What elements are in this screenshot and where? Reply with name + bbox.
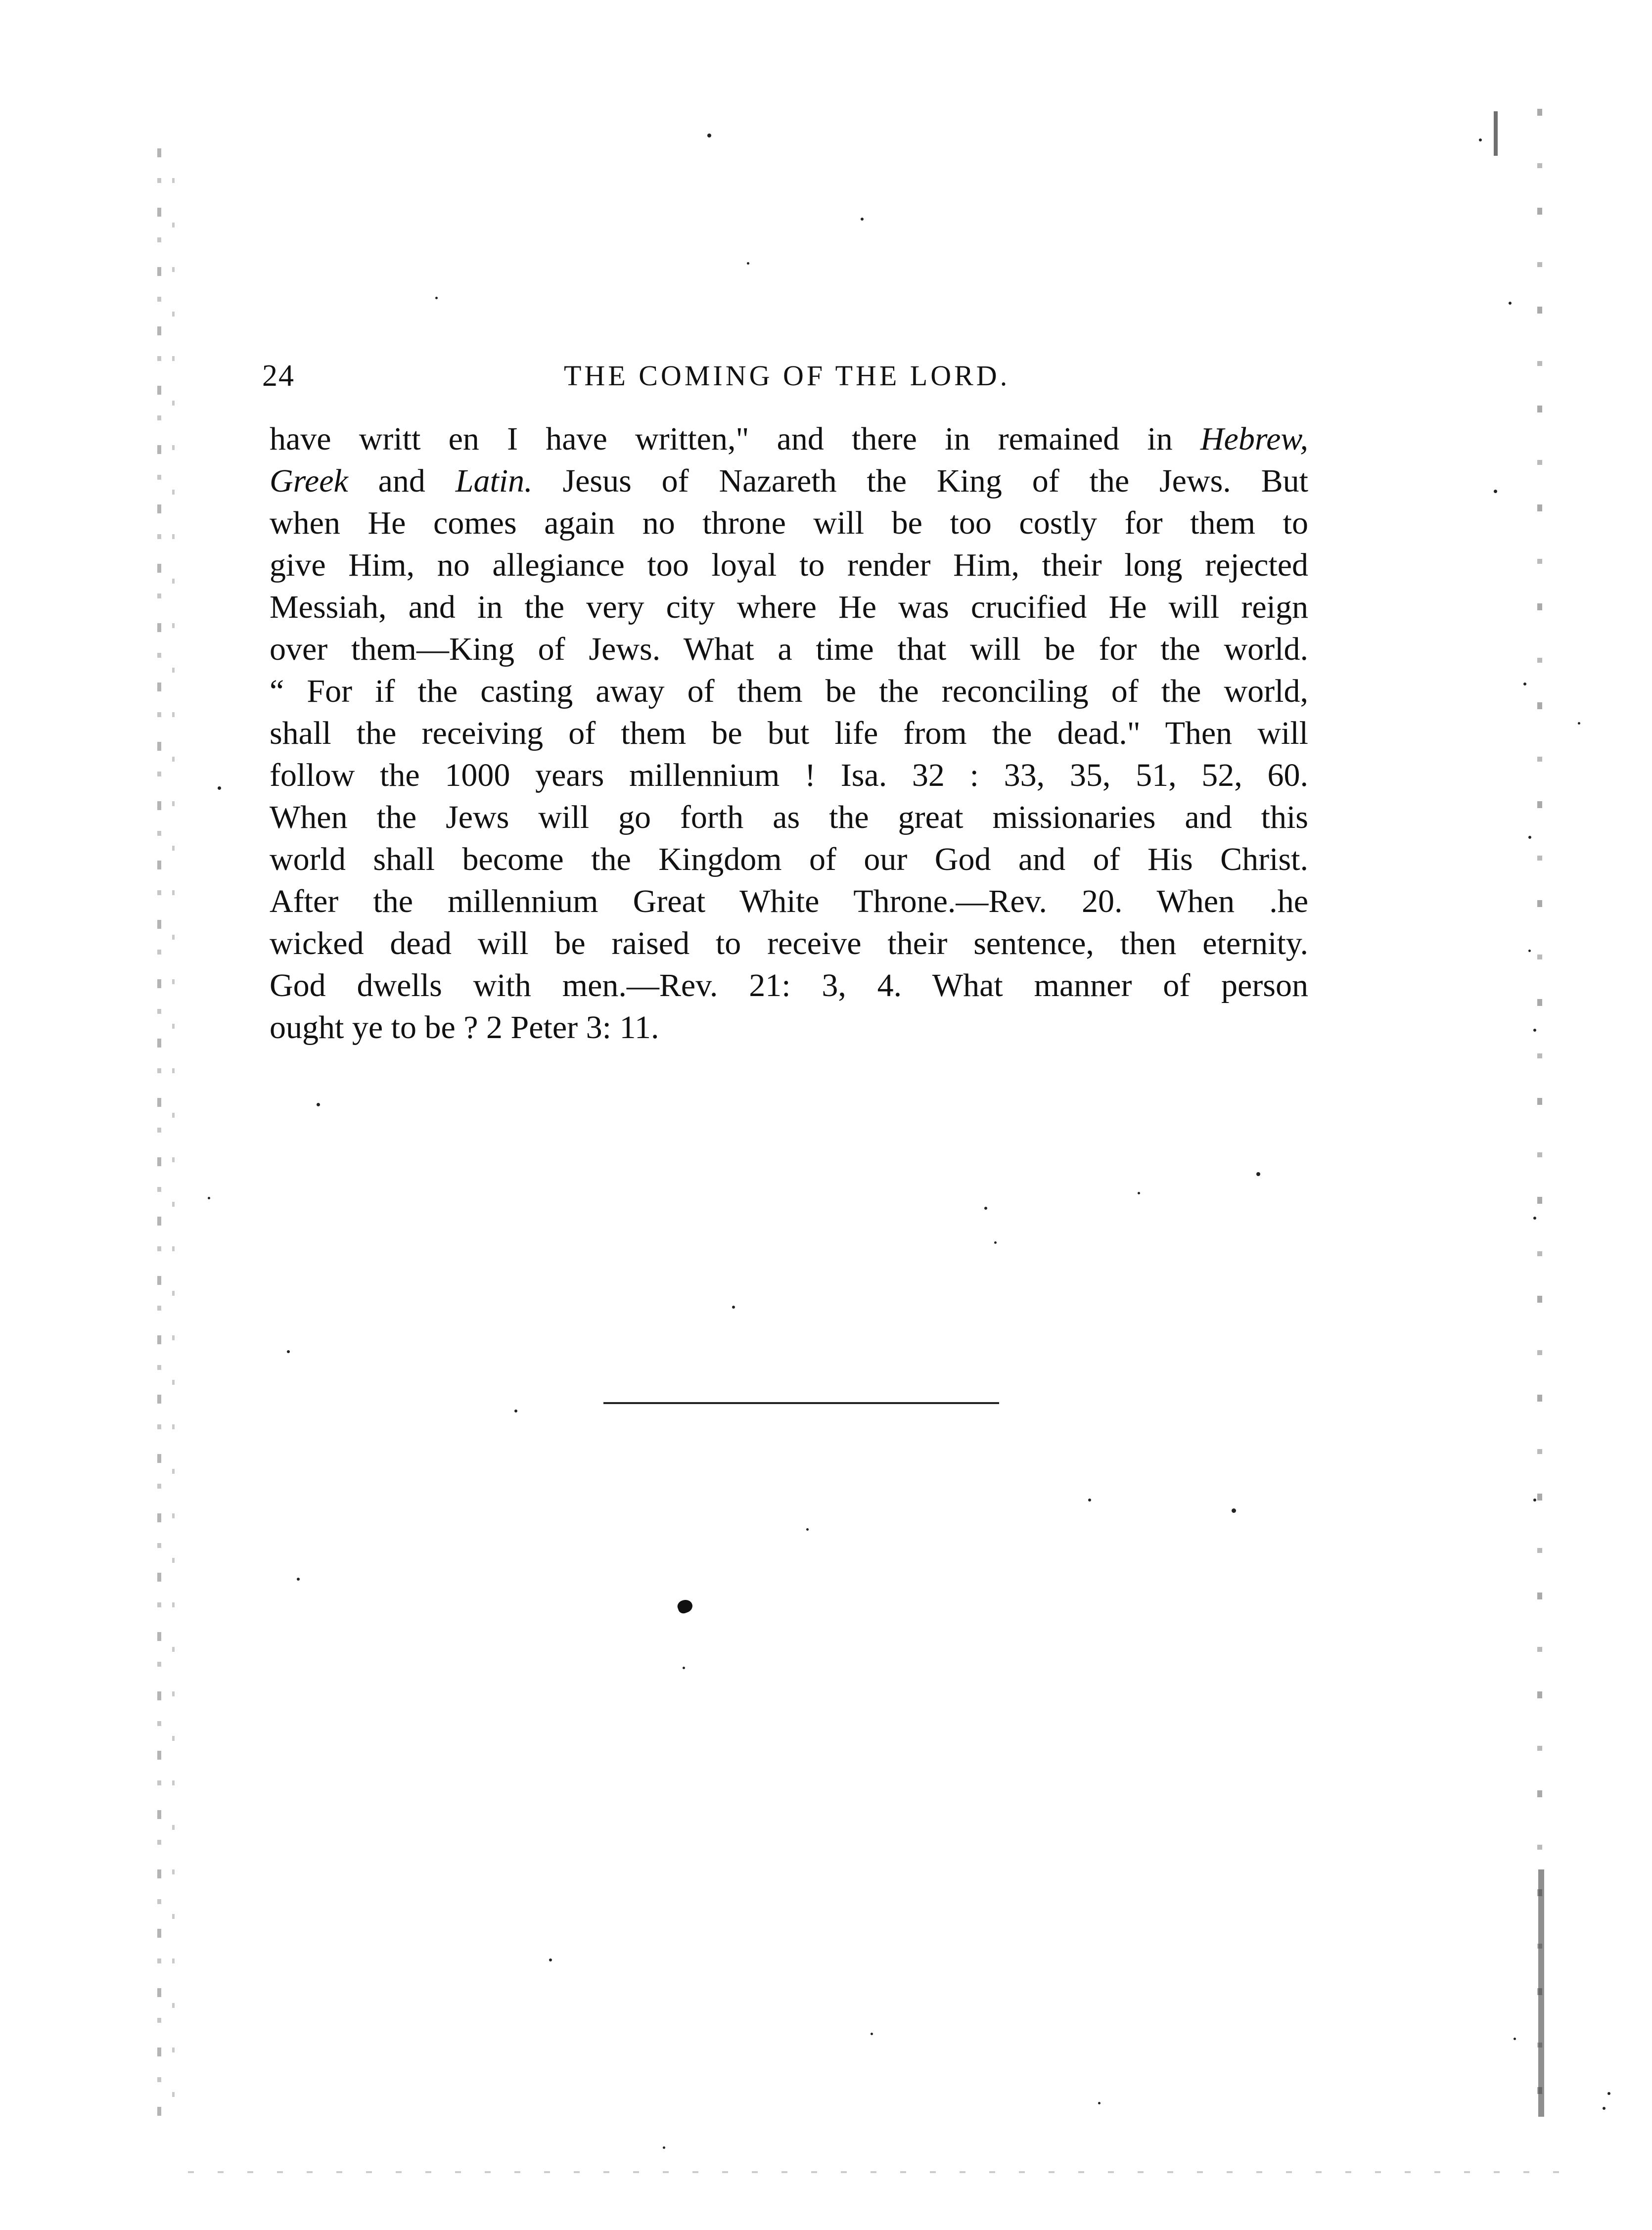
scan-speck xyxy=(1578,722,1580,725)
text-line xyxy=(270,418,1308,460)
scan-speck xyxy=(1098,2102,1101,2104)
scan-speck xyxy=(1256,1172,1260,1176)
italic-text: Greek xyxy=(270,463,348,499)
scan-edge-bottom xyxy=(188,2171,1573,2173)
text-line xyxy=(270,796,1308,838)
scan-speck xyxy=(1514,2038,1516,2040)
scan-edge-right xyxy=(1537,109,1542,2127)
text-run: have writt en I have written," and there in remained in xyxy=(270,421,1200,457)
scan-speck xyxy=(994,1241,997,1244)
text-line xyxy=(270,922,1308,964)
scan-speck xyxy=(984,1207,987,1210)
text-line xyxy=(270,502,1308,544)
scan-edge-left-inner xyxy=(172,178,175,2107)
text-run: over them—King of Jews. What a time that will be for the world. xyxy=(270,631,1308,667)
text-run: After the millennium Great White Throne.—Rev. 20. When .he xyxy=(270,883,1308,919)
text-run: When the Jews will go forth as the great missionaries and this xyxy=(270,799,1308,835)
scan-speck xyxy=(317,1103,320,1106)
text-line xyxy=(270,586,1308,628)
body-paragraph xyxy=(270,418,1308,1048)
italic-text: Hebrew, xyxy=(1200,421,1308,457)
ink-blot xyxy=(676,1598,694,1615)
section-rule xyxy=(603,1402,999,1404)
text-run: “ For if the casting away of them be the reconciling of the world, xyxy=(270,673,1308,709)
scan-speck xyxy=(1138,1192,1140,1194)
scan-speck xyxy=(1088,1499,1091,1502)
text-run: shall the receiving of them be but life from the dead." Then will xyxy=(270,715,1308,751)
scan-speck xyxy=(549,1958,552,1961)
scan-speck xyxy=(1533,1029,1536,1032)
text-line xyxy=(270,964,1308,1006)
text-run: follow the 1000 years millennium ! Isa. 32 : 33, 35, 51, 52, 60. xyxy=(270,757,1308,793)
scan-speck xyxy=(1528,950,1531,952)
scan-speck xyxy=(1479,138,1482,141)
text-run: and xyxy=(348,463,456,499)
page-number: 24 xyxy=(262,359,295,393)
scan-speck xyxy=(1232,1508,1236,1513)
scan-speck xyxy=(1533,1499,1536,1502)
text-line xyxy=(270,880,1308,922)
text-line xyxy=(270,838,1308,880)
scan-edge-right-mark xyxy=(1494,111,1498,156)
page-header xyxy=(262,356,1311,396)
scan-speck xyxy=(663,2146,665,2149)
scan-speck xyxy=(435,297,438,299)
scan-speck xyxy=(732,1306,735,1309)
italic-text: Latin. xyxy=(455,463,533,499)
text-run: when He comes again no throne will be too costly for them to xyxy=(270,505,1308,541)
running-head: THE COMING OF THE LORD. xyxy=(564,360,1010,392)
scan-speck xyxy=(861,218,864,221)
scan-speck xyxy=(1494,490,1497,493)
scan-speck xyxy=(1607,2092,1610,2095)
text-line xyxy=(270,712,1308,754)
scan-speck xyxy=(287,1350,290,1353)
scan-speck xyxy=(297,1578,300,1581)
text-run: world shall become the Kingdom of our God and of His Christ. xyxy=(270,841,1308,877)
scan-edge-right-shadow xyxy=(1538,1869,1544,2117)
text-line xyxy=(270,1006,1308,1048)
scan-speck xyxy=(707,134,711,137)
scan-speck xyxy=(683,1667,685,1669)
text-line xyxy=(270,628,1308,670)
text-run: Jesus of Nazareth the King of the Jews. But xyxy=(532,463,1308,499)
text-run: God dwells with men.—Rev. 21: 3, 4. What manner of person xyxy=(270,967,1308,1003)
text-line xyxy=(270,460,1308,502)
scan-speck xyxy=(747,262,749,265)
scan-speck xyxy=(1533,1217,1536,1220)
text-run: Messiah, and in the very city where He was crucified He will reign xyxy=(270,589,1308,625)
scan-speck xyxy=(1509,302,1512,305)
text-run: give Him, no allegiance too loyal to render Him, their long rejected xyxy=(270,547,1308,583)
scan-speck xyxy=(514,1410,517,1412)
text-line xyxy=(270,754,1308,796)
scan-speck xyxy=(1603,2107,1606,2110)
scan-speck xyxy=(208,1197,210,1199)
scan-speck xyxy=(1523,683,1526,685)
text-line xyxy=(270,544,1308,586)
scan-speck xyxy=(1528,836,1531,839)
scan-speck xyxy=(806,1528,809,1531)
text-line xyxy=(270,670,1308,712)
scan-speck xyxy=(218,786,221,790)
scan-edge-left xyxy=(157,148,161,2137)
text-run: ought ye to be ? 2 Peter 3: 11. xyxy=(270,1009,659,1046)
scan-speck xyxy=(871,2033,873,2035)
text-run: wicked dead will be raised to receive their sentence, then eternity. xyxy=(270,925,1308,961)
